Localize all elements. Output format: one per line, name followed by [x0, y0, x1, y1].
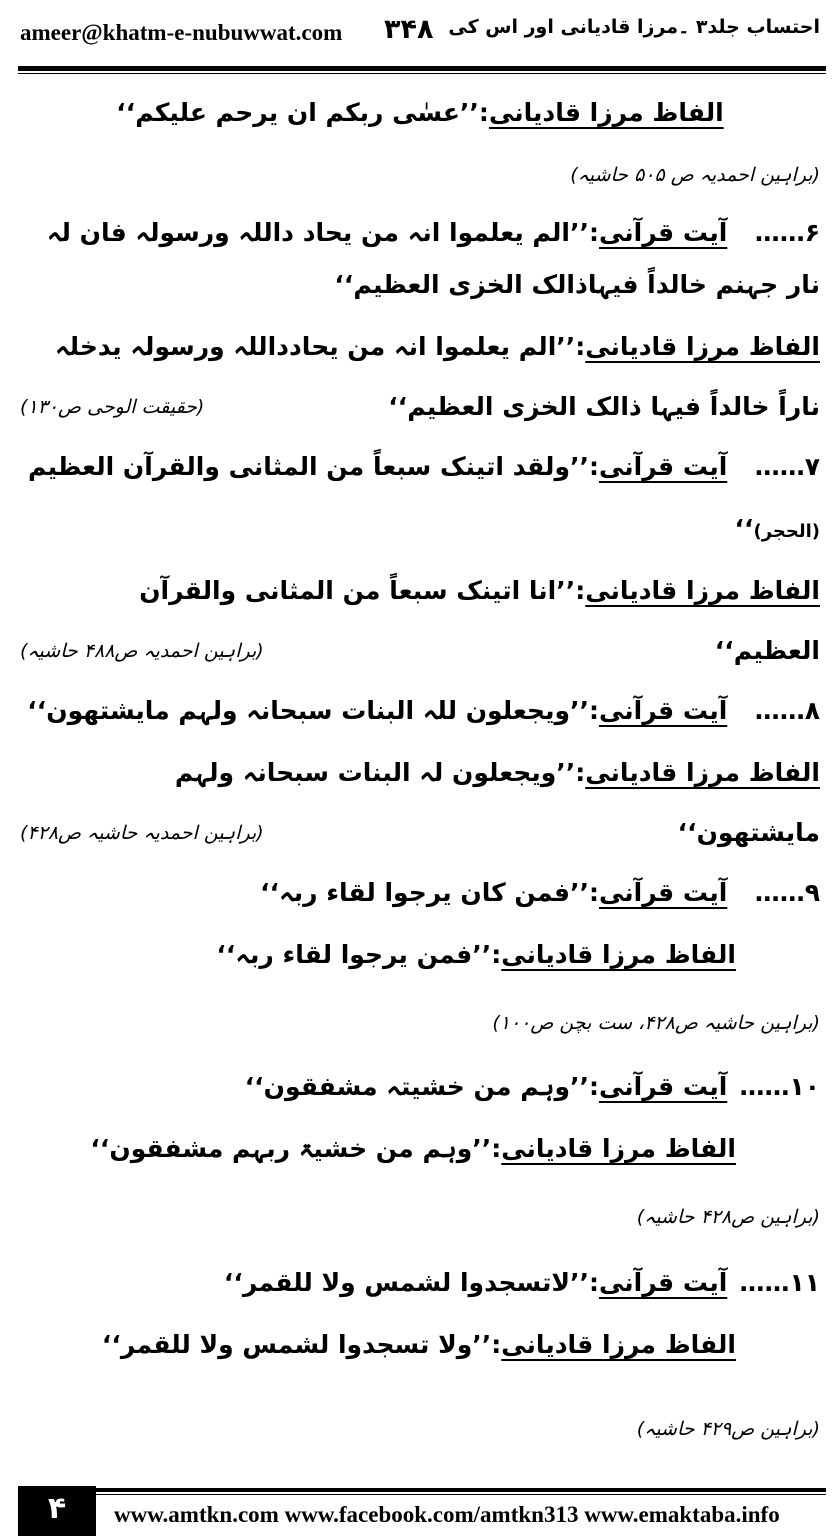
line-text: :’’انا اتینک سبعاً من المثانی والقرآن — [139, 576, 586, 605]
footer-links: www.amtkn.com www.facebook.com/amtkn313 www.emaktaba.info — [114, 1502, 780, 1527]
line-text: مایشتھون‘‘ — [677, 818, 820, 847]
item-number: ۱۱…… — [739, 1268, 820, 1297]
reference-line — [20, 1406, 820, 1448]
line-text: العظیم‘‘ — [714, 636, 820, 665]
reference: (براہین ص۴۲۹ حاشیہ) — [636, 1418, 820, 1440]
reference: (حقیقت الوحی ص۱۳۰) — [20, 396, 205, 418]
text-line — [20, 326, 820, 368]
line-text: :’’وہم من خشیۃ ربہم مشفقون‘‘ — [90, 1134, 502, 1163]
text-line — [20, 508, 820, 550]
page-footer — [18, 1486, 826, 1536]
text-line — [20, 446, 820, 488]
reference-line — [20, 1194, 820, 1236]
text-line — [20, 264, 820, 306]
text-line — [20, 1066, 820, 1108]
reference-line — [20, 152, 820, 194]
reference-line — [20, 1000, 820, 1042]
item-number: ۱۰…… — [739, 1072, 820, 1101]
text-line — [0, 1128, 736, 1170]
text-line — [20, 752, 820, 794]
line-label: الفاظ مرزا قادیانی — [585, 576, 820, 605]
text-line — [0, 934, 736, 976]
line-text-small: (الحجر) — [753, 521, 820, 542]
line-text: ‘‘ — [734, 514, 754, 543]
reference: (براہین ص۴۲۸ حاشیہ) — [636, 1206, 820, 1228]
line-text: :’’فمن کان یرجوا لقاء ربہ‘‘ — [260, 878, 599, 907]
line-text: :’’عسٰی ربکم ان یرحم علیکم‘‘ — [116, 98, 489, 127]
item-number: ۹…… — [754, 878, 820, 907]
line-label: الفاظ مرزا قادیانی — [501, 1330, 736, 1359]
line-label: آیت قرآنی — [598, 452, 728, 481]
line-label: آیت قرآنی — [598, 1072, 728, 1101]
line-text: :’’ویجعلون لہ البنات سبحانہ ولہم — [174, 758, 586, 787]
reference: (براہین احمدیہ ص۴۸۸ حاشیہ) — [20, 640, 264, 662]
text-line — [20, 570, 820, 612]
reference: (براہین حاشیہ ص۴۲۸، ست بچن ص۱۰۰) — [492, 1012, 820, 1034]
line-label: آیت قرآنی — [598, 878, 728, 907]
line-label: الفاظ مرزا قادیانی — [501, 1134, 736, 1163]
line-text: :’’ولا تسجدوا لشمس ولا للقمر‘‘ — [101, 1330, 502, 1359]
line-text: ناراً خالداً فیہا ذالک الخزی العظیم‘‘ — [388, 392, 820, 421]
line-text: نار جہنم خالداً فیہاذالک الخزی العظیم‘‘ — [334, 270, 820, 299]
reference: (براہین احمدیہ حاشیہ ص۴۲۸) — [20, 822, 264, 844]
item-number: ۸…… — [754, 696, 820, 725]
line-label: آیت قرآنی — [598, 696, 728, 725]
line-text: :’’وہم من خشیتہ مشفقون‘‘ — [244, 1072, 599, 1101]
text-line — [20, 1262, 820, 1304]
footer-page-number: ۴ — [18, 1486, 96, 1536]
header-book-title: احتساب جلد۳ ۔مرزا قادیانی اور اس کی — [448, 16, 820, 38]
footer-rule — [96, 1488, 826, 1495]
text-line — [40, 92, 800, 134]
line-text: :’’ویجعلون للہ البنات سبحانہ ولہم مایشتھون‘‘ — [27, 696, 599, 725]
line-text: :’’فمن یرجوا لقاء ربہ‘‘ — [216, 940, 502, 969]
line-label: آیت قرآنی — [598, 218, 728, 247]
text-line — [0, 1324, 736, 1366]
text-line — [20, 690, 820, 732]
reference: (براہین احمدیہ ص ۵۰۵ حاشیہ) — [570, 164, 820, 186]
line-label: الفاظ مرزا قادیانی — [501, 940, 736, 969]
line-label: الفاظ مرزا قادیانی — [585, 758, 820, 787]
header-email: ameer@khatm-e-nubuwwat.com — [20, 20, 343, 45]
text-line — [20, 212, 820, 254]
line-label: الفاظ مرزا قادیانی — [585, 332, 820, 361]
line-text: :’’لاتسجدوا لشمس ولا للقمر‘‘ — [223, 1268, 599, 1297]
item-number: ۶…… — [754, 218, 820, 247]
text-line — [20, 872, 820, 914]
header-page-number: ۳۴۸ — [384, 14, 434, 45]
line-text: :’’ولقد اتینک سبعاً من المثانی والقرآن العظیم — [28, 452, 599, 481]
item-number: ۷…… — [754, 452, 820, 481]
line-text: :’’الم یعلموا انہ من یحاد داللہ ورسولہ فان لہ — [46, 218, 599, 247]
line-label: الفاظ مرزا قادیانی — [488, 98, 724, 127]
line-label: آیت قرآنی — [598, 1268, 728, 1297]
line-text: :’’الم یعلموا انہ من یحادداللہ ورسولہ یدخلہ — [55, 332, 586, 361]
